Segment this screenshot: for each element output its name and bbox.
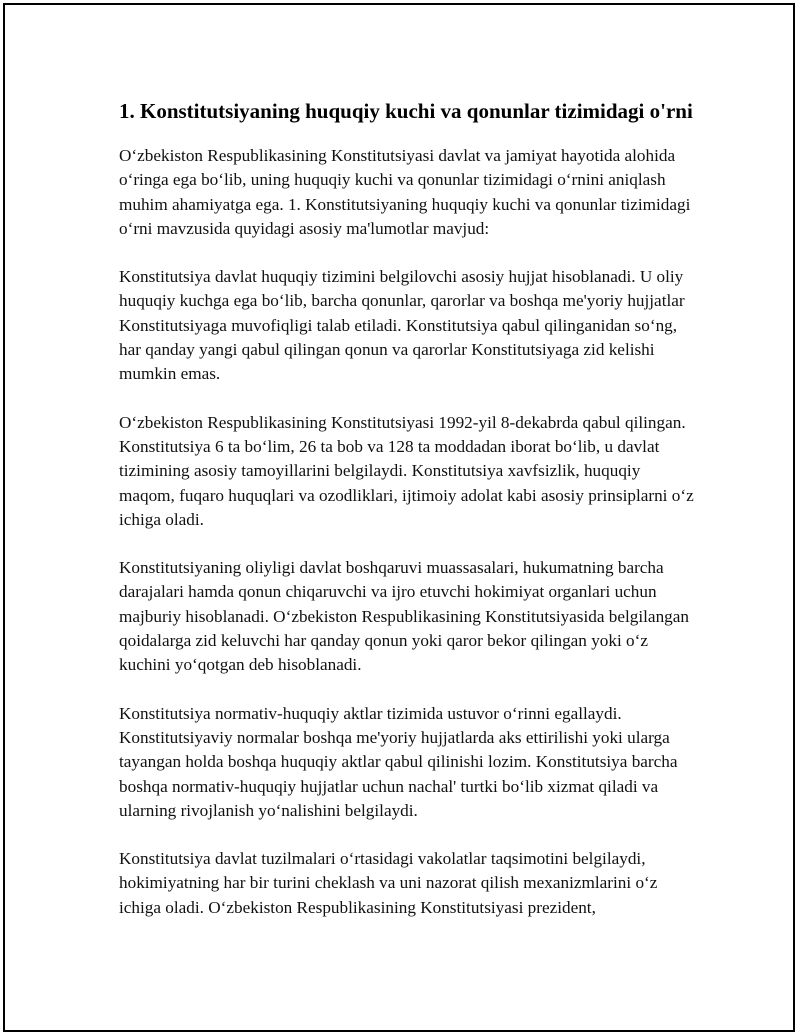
paragraph-normative-priority: Konstitutsiya normativ-huquqiy aktlar tizimida ustuvor o‘rinni egallaydi. Konstitutsiyaviy normalar boshqa me'yoriy hujjatlarda aks ettirilishi yoki ularga tayangan holda boshqa huquqiy aktlar qabul qilinishi lozim. Konstitutsiya barcha boshqa normativ-huquqiy hujjatlar uchun nachal' turtki bo‘lib xizmat qiladi va ularning rivojlanish yo‘nalishini belgilaydi. [119, 703, 678, 820]
paragraph-supreme-document: Konstitutsiya davlat huquqiy tizimini belgilovchi asosiy hujjat hisoblanadi. U oliy huquqiy kuchga ega bo‘lib, barcha qonunlar, qarorlar va boshqa me'yoriy hujjatlar Konstitutsiyaga muvofiqligi talab etiladi. Konstitutsiya qabul qilinganidan so‘ng, har qanday yangi qabul qilingan qonun va qarorlar Konstitutsiyaga zid kelishi mumkin emas. [119, 267, 685, 384]
paragraph-intro: O‘zbekiston Respublikasining Konstitutsiyasi davlat va jamiyat hayotida alohida o‘ringa ega bo‘lib, uning huquqiy kuchi va qonunlar tizimidagi o‘rnini aniqlash muhim ahamiyatga ega. 1. Konstitutsiyaning huquqiy kuchi va qonunlar tizimidagi o‘rni mavzusida quyidagi asosiy ma'lumotlar mavjud: [119, 146, 691, 238]
paragraph-binding-force: Konstitutsiyaning oliyligi davlat boshqaruvi muassasalari, hukumatning barcha darajalari hamda qonun chiqaruvchi va ijro etuvchi hokimiyat organlari uchun majburiy hisoblanadi. O‘zbekiston Respublikasining Konstitutsiyasida belgilangan qoidalarga zid keluvchi har qanday qonun yoki qaror bekor qilingan yoki o‘z kuchini yo‘qotgan deb hisoblanadi. [119, 558, 689, 675]
document-title: 1. Konstitutsiyaning huquqiy kuchi va qonunlar tizimidagi o'rni [119, 99, 693, 123]
paragraph-separation-of-powers: Konstitutsiya davlat tuzilmalari o‘rtasidagi vakolatlar taqsimotini belgilaydi, hokimiyatning har bir turini cheklash va uni nazorat qilish mexanizmlarini o‘z ichiga oladi. O‘zbekiston Respublikasining Konstitutsiyasi prezident, [119, 849, 658, 917]
document-page [3, 3, 795, 1032]
paragraph-adoption-structure: O‘zbekiston Respublikasining Konstitutsiyasi 1992-yil 8-dekabrda qabul qilingan. Konstitutsiya 6 ta bo‘lim, 26 ta bob va 128 ta moddadan iborat bo‘lib, u davlat tizimining asosiy tamoyillarini belgilaydi. Konstitutsiya xavfsizlik, huquqiy maqom, fuqaro huquqlari va ozodliklari, ijtimoiy adolat kabi asosiy prinsiplarni o‘z ichiga oladi. [119, 412, 694, 529]
document-body [119, 98, 699, 944]
